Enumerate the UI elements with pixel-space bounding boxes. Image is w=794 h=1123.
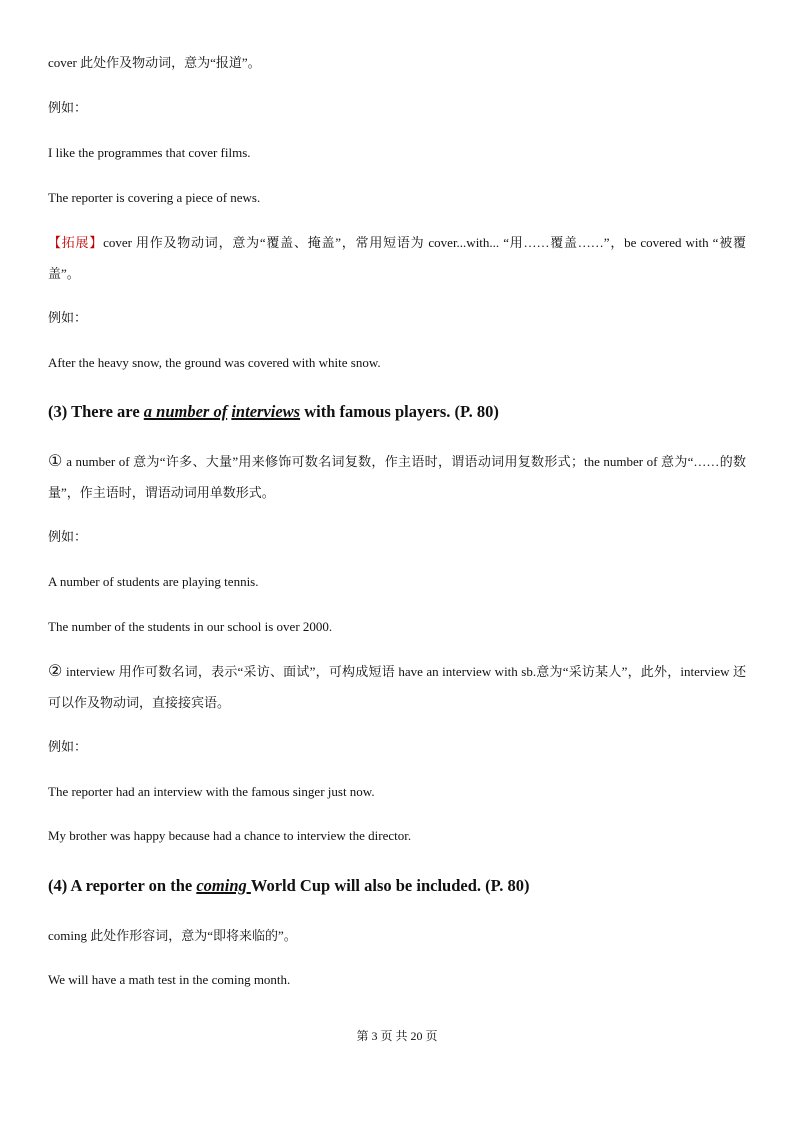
text-line: 例如： — [48, 739, 88, 754]
example-sentence: The number of the students in our school is over 2000. — [48, 619, 333, 634]
heading-text: with famous players. (P. 80) — [300, 402, 499, 421]
text-line: coming 此处作形容词，意为“即将来临的”。 — [48, 928, 297, 943]
heading-text: World Cup will also be included. (P. 80) — [250, 876, 530, 895]
example-sentence: We will have a math test in the coming month. — [48, 972, 291, 987]
heading-underlined: a number of — [143, 402, 228, 421]
text-line: 例如： — [48, 310, 88, 325]
expand-note — [48, 227, 746, 289]
heading-underlined: coming — [196, 876, 251, 895]
point-text: interview 用作可数名词，表示“采访、面试”，可构成短语 have an interview with sb.意为“采访某人”，此外，interview 还可以作及物动词，直接接宾语。 — [48, 664, 746, 710]
expand-text: cover 用作及物动词，意为“覆盖、掩盖”，常用短语为 cover...with... “用……覆盖……”，be covered with “被覆盖”。 — [48, 235, 746, 281]
circled-number-1: ① — [48, 453, 63, 470]
point-2 — [48, 656, 746, 718]
circled-number-2: ② — [48, 663, 63, 680]
example-sentence: The reporter had an interview with the famous singer just now. — [48, 784, 375, 799]
point-text: a number of 意为“许多、大量”用来修饰可数名词复数，作主语时，谓语动词用复数形式；the number of 意为“……的数量”，作主语时，谓语动词用单数形式。 — [48, 454, 747, 500]
example-sentence: I like the programmes that cover films. — [48, 145, 251, 160]
text-line: 例如： — [48, 529, 88, 544]
section-heading-3 — [48, 402, 499, 422]
example-sentence: A number of students are playing tennis. — [48, 574, 259, 589]
expand-tag: 【拓展】 — [48, 235, 104, 250]
heading-text: (4) A reporter on the — [48, 876, 197, 895]
page-footer: 第 3 页 共 20 页 — [356, 1029, 438, 1043]
example-sentence: My brother was happy because had a chance to interview the director. — [48, 828, 412, 843]
point-1 — [48, 446, 746, 508]
text-line: 例如： — [48, 100, 88, 115]
text-line: cover 此处作及物动词，意为“报道”。 — [48, 55, 261, 70]
example-sentence: The reporter is covering a piece of news. — [48, 190, 261, 205]
heading-text: (3) There are — [48, 402, 144, 421]
example-sentence: After the heavy snow, the ground was covered with white snow. — [48, 355, 381, 370]
heading-underlined: interviews — [231, 402, 301, 421]
section-heading-4 — [48, 876, 529, 896]
